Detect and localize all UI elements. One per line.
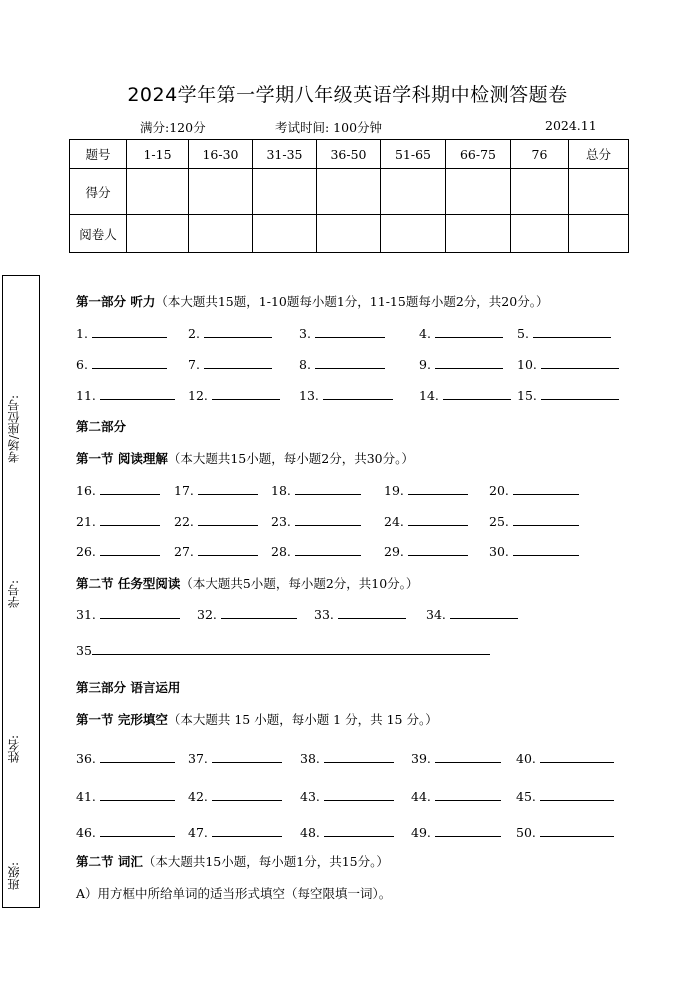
answer-blank[interactable] — [513, 513, 579, 526]
answer-blank[interactable] — [100, 824, 175, 837]
answer-item — [314, 606, 406, 622]
item-number: 28. — [271, 544, 295, 559]
item-number: 49. — [411, 825, 435, 840]
answer-item — [188, 387, 280, 403]
grader-cell — [511, 215, 569, 253]
answer-blank[interactable] — [204, 356, 272, 369]
answer-item — [299, 325, 385, 341]
item-number: 21. — [76, 514, 100, 529]
answer-item — [174, 513, 258, 529]
score-cell — [189, 169, 253, 215]
score-cell — [569, 169, 629, 215]
item-number: 24. — [384, 514, 408, 529]
answer-blank[interactable] — [541, 356, 619, 369]
exam-date: 2024.11 — [545, 118, 597, 133]
answer-blank[interactable] — [541, 387, 619, 400]
answer-item — [384, 543, 468, 559]
answer-item — [271, 482, 361, 498]
item-number: 33. — [314, 607, 338, 622]
answer-item — [517, 387, 619, 403]
item-number: 12. — [188, 388, 212, 403]
answer-item — [76, 606, 180, 622]
item-number: 48. — [300, 825, 324, 840]
item-number: 5. — [517, 326, 533, 341]
item-number: 6. — [76, 357, 92, 372]
answer-item — [384, 482, 468, 498]
answer-blank[interactable] — [100, 750, 175, 763]
item-number: 26. — [76, 544, 100, 559]
part3-sec1-bold: 第一节 完形填空 — [76, 712, 168, 727]
grader-cell — [569, 215, 629, 253]
answer-blank[interactable] — [100, 513, 160, 526]
item-number: 19. — [384, 483, 408, 498]
score-cell — [127, 169, 189, 215]
part1-heading — [76, 292, 548, 310]
answer-item — [76, 482, 160, 498]
answer-blank[interactable] — [221, 606, 297, 619]
answer-item — [76, 513, 160, 529]
item-number: 46. — [76, 825, 100, 840]
answer-blank[interactable] — [212, 824, 282, 837]
answer-item — [517, 356, 619, 372]
answer-item — [516, 750, 614, 766]
item-number: 1. — [76, 326, 92, 341]
item-number: 42. — [188, 789, 212, 804]
answer-blank[interactable] — [295, 482, 361, 495]
answer-blank[interactable] — [315, 356, 385, 369]
answer-item — [516, 788, 614, 804]
item-number: 22. — [174, 514, 198, 529]
item-number: 27. — [174, 544, 198, 559]
answer-item — [299, 387, 393, 403]
item-number: 4. — [419, 326, 435, 341]
answer-item — [517, 325, 611, 341]
answer-item — [188, 750, 282, 766]
item-number: 34. — [426, 607, 450, 622]
item-number: 23. — [271, 514, 295, 529]
answer-blank[interactable] — [324, 788, 394, 801]
answer-blank[interactable] — [435, 356, 503, 369]
answer-blank[interactable] — [92, 642, 490, 655]
part3-sec2-rest: （本大题共15小题，每小题1分，共15分。） — [142, 854, 389, 869]
answer-item — [76, 824, 175, 840]
answer-blank[interactable] — [198, 513, 258, 526]
grader-cell — [446, 215, 511, 253]
answer-blank[interactable] — [540, 750, 614, 763]
full-score: 满分:120分 — [140, 120, 206, 135]
exam-time: 考试时间: 100分钟 — [275, 120, 383, 135]
answer-blank[interactable] — [100, 482, 160, 495]
answer-item — [188, 824, 282, 840]
part3-sec1-heading — [76, 710, 438, 728]
score-cell — [381, 169, 446, 215]
answer-item — [300, 788, 394, 804]
answer-item — [188, 325, 272, 341]
answer-blank[interactable] — [338, 606, 406, 619]
item-number: 37. — [188, 751, 212, 766]
item-number: 39. — [411, 751, 435, 766]
answer-blank[interactable] — [212, 387, 280, 400]
score-cell — [253, 169, 317, 215]
answer-item — [426, 606, 518, 622]
part1-heading-rest: （本大题共15题，1-10题每小题1分，11-15题每小题2分，共20分。） — [155, 294, 549, 309]
answer-blank[interactable] — [315, 325, 385, 338]
item-number: 41. — [76, 789, 100, 804]
answer-blank[interactable] — [198, 482, 258, 495]
answer-blank[interactable] — [408, 482, 468, 495]
answer-blank[interactable] — [212, 788, 282, 801]
part2-heading: 第二部分 — [76, 419, 127, 434]
header-cell: 31-35 — [253, 140, 317, 169]
answer-blank[interactable] — [204, 325, 272, 338]
item-number: 2. — [188, 326, 204, 341]
name-label: 姓名: — [7, 735, 21, 764]
part2-sec2-rest: （本大题共5小题，每小题2分，共10分。） — [180, 576, 419, 591]
item-number: 47. — [188, 825, 212, 840]
answer-item — [76, 356, 167, 372]
answer-item — [76, 543, 160, 559]
grader-row — [70, 215, 629, 253]
item-number: 29. — [384, 544, 408, 559]
answer-blank[interactable] — [92, 356, 167, 369]
score-cell — [511, 169, 569, 215]
item-number: 43. — [300, 789, 324, 804]
seat-number-label: 考场/座位号: — [7, 395, 21, 464]
answer-item — [419, 356, 503, 372]
part3-heading: 第三部分 语言运用 — [76, 680, 181, 695]
item-number: 30. — [489, 544, 513, 559]
part3-sec2-heading — [76, 852, 389, 870]
grader-cell — [189, 215, 253, 253]
item-number: 50. — [516, 825, 540, 840]
item-number: 38. — [300, 751, 324, 766]
part1-heading-bold: 第一部分 听力 — [76, 294, 156, 309]
item-35 — [76, 642, 490, 658]
answer-blank[interactable] — [513, 482, 579, 495]
item-number: 44. — [411, 789, 435, 804]
item-number: 17. — [174, 483, 198, 498]
item-number: 11. — [76, 388, 100, 403]
part2-sec1-heading — [76, 449, 414, 467]
item-number: 15. — [517, 388, 541, 403]
answer-item — [411, 750, 501, 766]
answer-blank[interactable] — [435, 750, 501, 763]
header-cell: 51-65 — [381, 140, 446, 169]
item-number: 9. — [419, 357, 435, 372]
answer-item — [188, 788, 282, 804]
answer-blank[interactable] — [92, 325, 167, 338]
grader-cell — [253, 215, 317, 253]
answer-item — [271, 513, 361, 529]
answer-blank[interactable] — [435, 824, 501, 837]
answer-item — [188, 356, 272, 372]
answer-blank[interactable] — [540, 788, 614, 801]
answer-item — [384, 513, 468, 529]
answer-blank[interactable] — [100, 606, 180, 619]
item-number: 25. — [489, 514, 513, 529]
score-table — [69, 139, 629, 253]
answer-item — [76, 387, 175, 403]
answer-item — [197, 606, 297, 622]
item-number: 32. — [197, 607, 221, 622]
answer-blank[interactable] — [533, 325, 611, 338]
answer-item — [489, 543, 579, 559]
score-table-header-row — [70, 140, 629, 169]
answer-blank[interactable] — [323, 387, 393, 400]
student-id-label: 学号: — [7, 580, 21, 609]
answer-blank[interactable] — [435, 325, 503, 338]
answer-blank[interactable] — [295, 543, 361, 556]
grader-cell — [127, 215, 189, 253]
answer-blank[interactable] — [513, 543, 579, 556]
answer-blank[interactable] — [324, 824, 394, 837]
answer-item — [300, 824, 394, 840]
part3-sub-a-instruction: A）用方框中所给单词的适当形式填空（每空限填一词）。 — [76, 886, 392, 901]
answer-blank[interactable] — [435, 788, 501, 801]
part2-sec1-rest: （本大题共15小题，每小题2分，共30分。） — [167, 451, 414, 466]
answer-blank[interactable] — [295, 513, 361, 526]
answer-blank[interactable] — [198, 543, 258, 556]
header-cell: 题号 — [70, 140, 127, 169]
item-number: 36. — [76, 751, 100, 766]
answer-blank[interactable] — [100, 387, 175, 400]
item-number: 20. — [489, 483, 513, 498]
row-label-grader: 阅卷人 — [70, 215, 127, 253]
item-number: 31. — [76, 607, 100, 622]
answer-blank[interactable] — [100, 543, 160, 556]
item-number: 45. — [516, 789, 540, 804]
class-label: 班级: — [7, 862, 21, 891]
score-row — [70, 169, 629, 215]
answer-item — [174, 543, 258, 559]
item-35-number: 35 — [76, 643, 92, 658]
header-cell: 76 — [511, 140, 569, 169]
exam-title: 2024学年第一学期八年级英语学科期中检测答题卷 — [127, 84, 568, 106]
item-number: 18. — [271, 483, 295, 498]
item-number: 10. — [517, 357, 541, 372]
answer-item — [300, 750, 394, 766]
part3-sec2-bold: 第二节 词汇 — [76, 854, 143, 869]
answer-blank[interactable] — [100, 788, 175, 801]
header-cell: 16-30 — [189, 140, 253, 169]
score-cell — [446, 169, 511, 215]
header-cell: 总分 — [569, 140, 629, 169]
answer-blank[interactable] — [450, 606, 518, 619]
answer-item — [299, 356, 385, 372]
part2-sec1-bold: 第一节 阅读理解 — [76, 451, 168, 466]
answer-item — [419, 387, 511, 403]
answer-item — [411, 824, 501, 840]
answer-blank[interactable] — [443, 387, 511, 400]
grader-cell — [381, 215, 446, 253]
item-number: 16. — [76, 483, 100, 498]
answer-blank[interactable] — [540, 824, 614, 837]
answer-blank[interactable] — [324, 750, 394, 763]
item-number: 40. — [516, 751, 540, 766]
answer-item — [76, 750, 175, 766]
answer-item — [489, 513, 579, 529]
answer-item — [411, 788, 501, 804]
answer-item — [516, 824, 614, 840]
answer-item — [489, 482, 579, 498]
grader-cell — [317, 215, 381, 253]
part2-sec2-heading — [76, 574, 418, 592]
answer-blank[interactable] — [212, 750, 282, 763]
item-number: 13. — [299, 388, 323, 403]
row-label-score: 得分 — [70, 169, 127, 215]
answer-item — [174, 482, 258, 498]
item-number: 14. — [419, 388, 443, 403]
header-cell: 36-50 — [317, 140, 381, 169]
part3-sec1-rest: （本大题共 15 小题，每小题 1 分，共 15 分。） — [167, 712, 438, 727]
answer-blank[interactable] — [408, 543, 468, 556]
score-cell — [317, 169, 381, 215]
header-cell: 1-15 — [127, 140, 189, 169]
item-number: 8. — [299, 357, 315, 372]
answer-item — [271, 543, 361, 559]
answer-item — [76, 325, 167, 341]
item-number: 7. — [188, 357, 204, 372]
answer-blank[interactable] — [408, 513, 468, 526]
item-number: 3. — [299, 326, 315, 341]
answer-item — [76, 788, 175, 804]
part2-sec2-bold: 第二节 任务型阅读 — [76, 576, 181, 591]
answer-item — [419, 325, 503, 341]
header-cell: 66-75 — [446, 140, 511, 169]
